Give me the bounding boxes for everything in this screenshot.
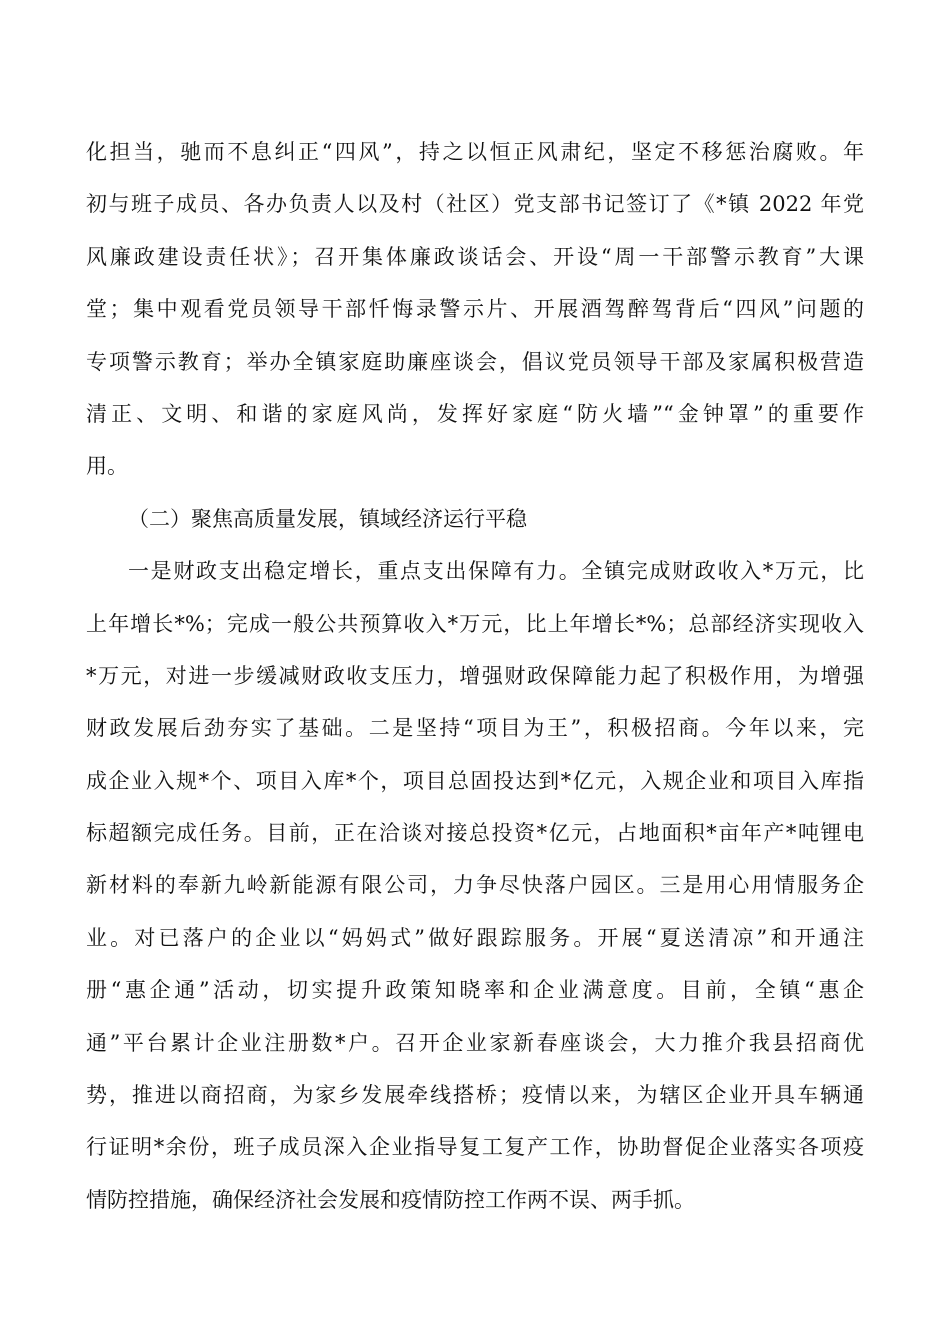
paragraph-line: 行证明*余份，班子成员深入企业指导复工复产工作，协助督促企业落实各项疫 [86, 1135, 864, 1160]
paragraph-line: 业。对已落户的企业以“妈妈式”做好跟踪服务。开展“夏送清凉”和开通注 [86, 925, 864, 950]
paragraph-line: 标超额完成任务。目前，正在洽谈对接总投资*亿元，占地面积*亩年产*吨锂电 [86, 821, 864, 846]
paragraph-line: 新材料的奉新九岭新能源有限公司，力争尽快落户园区。三是用心用情服务企 [86, 873, 864, 898]
paragraph-line: 用。 [86, 454, 128, 479]
paragraph-line: 财政发展后劲夯实了基础。二是坚持“项目为王”，积极招商。今年以来，完 [86, 716, 864, 741]
paragraph-line: 上年增长*%；完成一般公共预算收入*万元，比上年增长*%；总部经济实现收入 [86, 611, 864, 636]
paragraph-line: 通”平台累计企业注册数*户。召开企业家新春座谈会，大力推介我县招商优 [86, 1030, 864, 1055]
paragraph-line: 初与班子成员、各办负责人以及村（社区）党支部书记签订了《*镇 2022 年党 [86, 192, 864, 217]
paragraph-line: 成企业入规*个、项目入库*个，项目总固投达到*亿元，入规企业和项目入库指 [86, 768, 864, 793]
paragraph-line: 清正、文明、和谐的家庭风尚，发挥好家庭“防火墙”“金钟罩”的重要作 [86, 401, 864, 426]
paragraph-line: 堂；集中观看党员领导干部忏悔录警示片、开展酒驾醉驾背后“四风”问题的 [86, 297, 864, 322]
paragraph-line: 风廉政建设责任状》；召开集体廉政谈话会、开设“周一干部警示教育”大课 [86, 244, 864, 269]
paragraph-line: 化担当，驰而不息纠正“四风”，持之以恒正风肃纪，坚定不移惩治腐败。年 [86, 140, 864, 164]
paragraph-line: 册“惠企通”活动，切实提升政策知晓率和企业满意度。目前，全镇“惠企 [86, 978, 864, 1003]
paragraph-line: 专项警示教育；举办全镇家庭助廉座谈会，倡议党员领导干部及家属积极营造 [86, 349, 864, 374]
paragraph-party-conduct [86, 126, 864, 493]
paragraph-line: 一是财政支出稳定增长，重点支出保障有力。全镇完成财政收入*万元，比 [128, 559, 864, 584]
paragraph-line: 势，推进以商招商，为家乡发展牵线搭桥；疫情以来，为辖区企业开具车辆通 [86, 1083, 864, 1108]
paragraph-economy [86, 545, 864, 1226]
paragraph-line: *万元，对进一步缓减财政收支压力，增强财政保障能力起了积极作用，为增强 [86, 663, 864, 688]
document-body [86, 126, 864, 1226]
paragraph-line: 情防控措施，确保经济社会发展和疫情防控工作两不误、两手抓。 [86, 1187, 695, 1212]
section-heading: （二）聚焦高质量发展，镇域经济运行平稳 [128, 506, 527, 531]
